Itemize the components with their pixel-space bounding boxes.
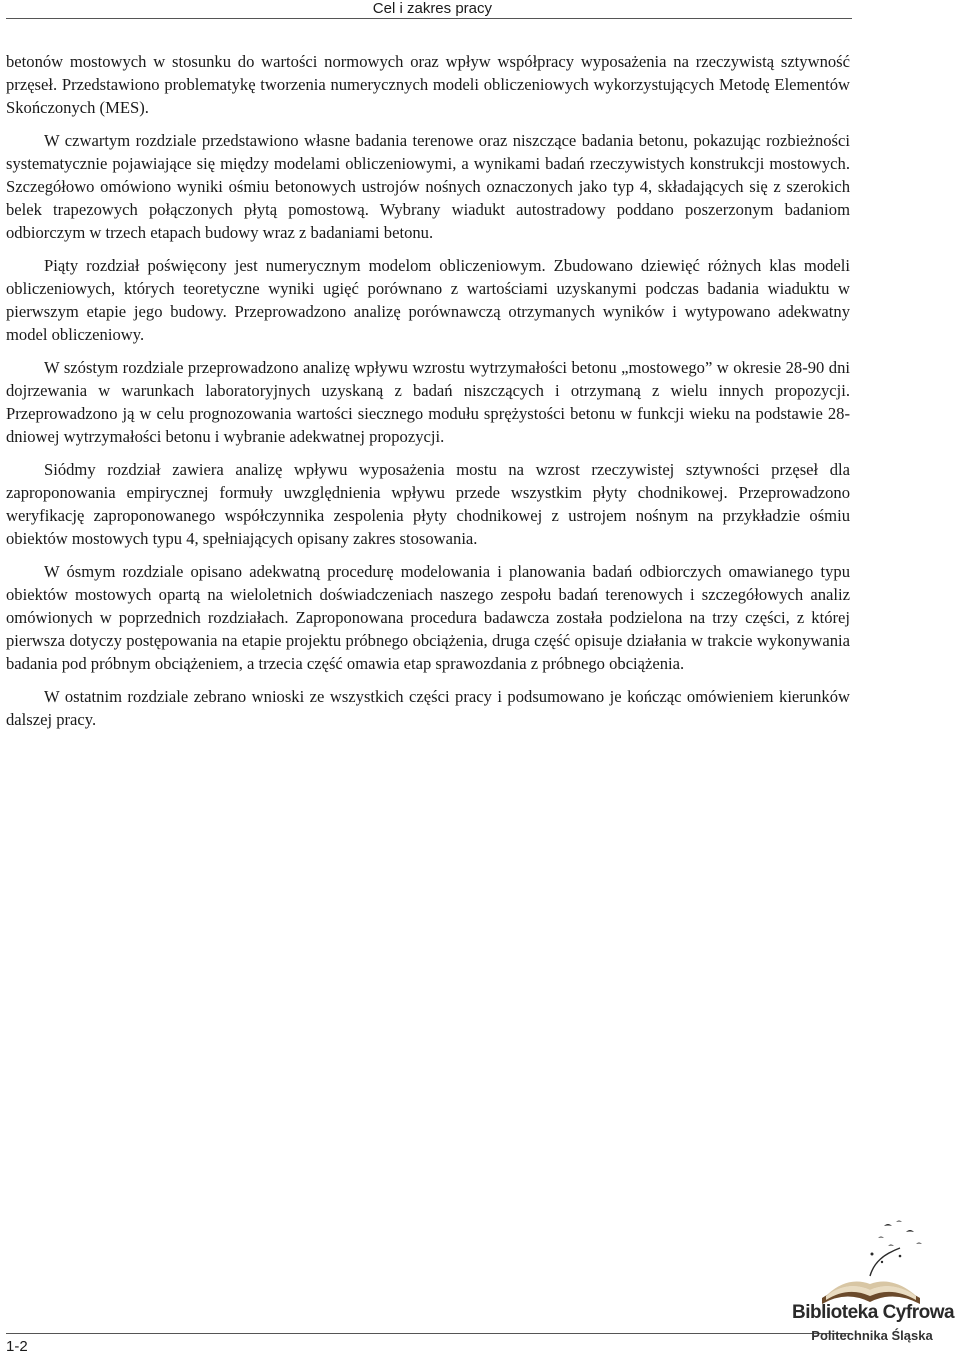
paragraph-chapter-5: Piąty rozdział poświęcony jest numerycznym modelom obliczeniowym. Zbudowano dziewięć różnych klas modeli obliczeniowych, których teoretyczne wyniki ugięć porównano z wartościami uzyskanymi podczas badania wiaduktu w pierwszym etapie jego budowy. Przeprowadzono analizę porównawczą otrzymanych wyników i wytypowano adekwatny model obliczeniowy. bbox=[6, 256, 850, 344]
page-number: 1-2 bbox=[6, 1338, 28, 1355]
paragraph-chapter-8: W ósmym rozdziale opisano adekwatną procedurę modelowania i planowania badań odbiorczych omawianego typu obiektów mostowych opartą na wieloletnich doświadczeniach naszego zespołu badań terenowych i szczegółowych analiz omówionych w poprzednich rozdziałach. Zaproponowana procedura badawcza została podzielona na trzy części, z której pierwsza dotyczy postępowania na etapie projektu próbnego obciążenia, druga część opisuje działania w trakcie wykonywania badania pod próbnym obciążeniem, a trzecia część omawia etap sprawozdania z próbnego obciążenia. bbox=[6, 562, 850, 673]
birds-icon bbox=[871, 1221, 923, 1264]
library-logo bbox=[788, 1218, 954, 1353]
paragraph-final-chapter: W ostatnim rozdziale zebrano wnioski ze wszystkich części pracy i podsumowano je kończąc omówieniem kierunków dalszej pracy. bbox=[6, 687, 850, 729]
header-title: Cel i zakres pracy bbox=[372, 0, 492, 17]
paragraph-chapter-6: W szóstym rozdziale przeprowadzono analizę wpływu wzrostu wytrzymałości betonu „mostowego” w okresie 28-90 dni dojrzewania w warunkach laboratoryjnych uzyskaną z badań niszczących i otrzymaną z wielu innych propozycji. Przeprowadzono ją w celu prognozowania wartości siecznego modułu sprężystości betonu w funkcji wieku na podstawie 28-dniowej wytrzymałości betonu i wybranie adekwatnej propozycji. bbox=[6, 358, 850, 446]
paragraph-chapter-7: Siódmy rozdział zawiera analizę wpływu wyposażenia mostu na wzrost rzeczywistej sztywności przęseł dla zaproponowania empirycznej formuły uwzględnienia wpływu przede wszystkim płyty chodnikowej. Przeprowadzono weryfikację zaproponowanego współczynnika zespolenia płyty chodnikowej z ustrojem nośnym na przykładzie ośmiu obiektów mostowych typu 4, spełniających opisany zakres stosowania. bbox=[6, 460, 850, 548]
footer-divider bbox=[6, 1333, 852, 1334]
book-birds-icon bbox=[788, 1218, 954, 1308]
logo-title: Biblioteka Cyfrowa bbox=[792, 1302, 955, 1323]
paragraph-chapter-4: W czwartym rozdziale przedstawiono własne badania terenowe oraz niszczące badania betonu, pokazując rozbieżności systematycznie pojawiające się między modelami obliczeniowymi, a wynikami badań rzeczywistych konstrukcji mostowych. Szczegółowo omówiono wyniki ośmiu betonowych ustrojów nośnych oznaczonych jako typ 4, składających się z szerokich belek trapezowych połączonych płytą pomostową. Wybrany wiadukt autostradowy poddano poszerzonym badaniom odbiorczym w trzech etapach budowy wraz z badaniami betonu. bbox=[6, 131, 850, 242]
logo-subtitle: Politechnika Śląska bbox=[811, 1328, 933, 1343]
body-text bbox=[6, 50, 850, 741]
running-header bbox=[6, 0, 852, 19]
paragraph-continuation: betonów mostowych w stosunku do wartości normowych oraz wpływ współpracy wyposażenia na rzeczywistą sztywność przęseł. Przedstawiono problematykę tworzenia numerycznych modeli obliczeniowych wykorzystujących Metodę Elementów Skończonych (MES). bbox=[6, 52, 850, 117]
